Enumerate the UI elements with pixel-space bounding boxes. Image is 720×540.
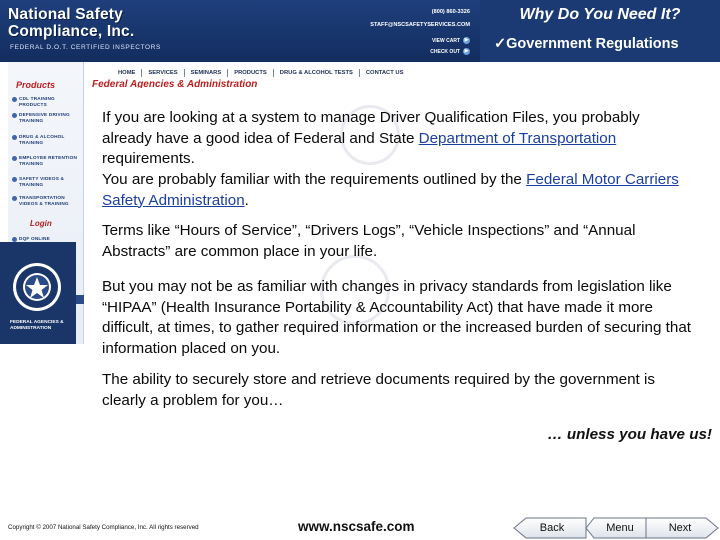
paragraph-text: requirements. <box>102 150 195 167</box>
sidebar-item-defensive-driving[interactable] <box>12 112 84 124</box>
nav-services[interactable]: SERVICES <box>142 69 184 77</box>
email-link[interactable]: STAFF@NSCSAFETYSERVICES.COM <box>370 22 470 28</box>
bullet-icon <box>12 156 17 161</box>
paragraph-fmcsa <box>102 170 692 211</box>
view-cart-label: VIEW CART <box>431 37 460 44</box>
bullet-icon <box>12 97 17 102</box>
view-cart-link[interactable] <box>432 37 470 44</box>
paragraph-terms: Terms like “Hours of Service”, “Drivers Logs”, “Vehicle Inspections” and “Annual Abstracts” are common place in your life. <box>102 222 636 260</box>
check-out-link[interactable] <box>430 48 470 55</box>
arrow-right-icon: ▶ <box>464 48 469 54</box>
bullet-icon <box>12 113 17 118</box>
bullet-icon <box>12 135 17 140</box>
logo-tagline: FEDERAL D.O.T. CERTIFIED INSPECTORS <box>10 44 161 51</box>
sidebar-item-label: CDL TRAINING PRODUCTS <box>19 96 55 107</box>
copyright-notice: Copyright © 2007 National Safety Compliance, Inc. All rights reserved <box>8 524 199 531</box>
closing-tagline: … unless you have us! <box>547 426 712 443</box>
paragraph-text: You are probably familiar with the requirements outlined by the <box>102 171 527 188</box>
menu-button-label: Menu <box>606 522 634 534</box>
nav-seminars[interactable]: SEMINARS <box>185 69 229 77</box>
bullet-icon <box>12 177 17 182</box>
nav-drug-alcohol-tests[interactable]: DRUG & ALCOHOL TESTS <box>274 69 360 77</box>
slide-title-box <box>480 0 720 62</box>
slide-title: Why Do You Need It? <box>519 6 681 23</box>
slide-subtitle <box>494 36 679 52</box>
sidebar-item-label: DEFENSIVE DRIVING TRAINING <box>19 112 70 123</box>
paragraph-text: . <box>244 191 249 209</box>
website-url[interactable]: www.nscsafe.com <box>298 519 415 534</box>
sidebar-item-safety-videos[interactable] <box>12 176 84 188</box>
arrow-right-icon: ▶ <box>464 37 469 43</box>
paragraph-hipaa: But you may not be as familiar with changes in privacy standards from legislation like “HIPAA” (Health Insurance Portability & Accountability Act) that have made it more difficult, at times, to gather required information or the increased burden of securing that information placed on you. <box>102 278 691 357</box>
login-heading: Login <box>30 219 52 228</box>
paragraph-text: If you are looking at a system to manage Driver Qualification Files, you probably already have a good idea of Federal and State <box>102 109 640 147</box>
contact-block <box>360 6 470 56</box>
logo-line2: Compliance, Inc. <box>8 23 135 40</box>
logo-line1: National Safety <box>8 6 123 23</box>
paragraph-problem: The ability to securely store and retrieve documents required by the government is clearly a problem for you… <box>102 371 655 409</box>
nav-products[interactable]: PRODUCTS <box>228 69 274 77</box>
top-nav <box>112 67 409 79</box>
sidebar-item-transportation-videos[interactable] <box>12 195 84 207</box>
paragraph-intro <box>102 108 692 170</box>
sidebar-item-label: SAFETY VIDEOS & TRAINING <box>19 176 65 187</box>
slide-subtitle-text: Government Regulations <box>506 36 679 52</box>
sidebar-item-label: TRANSPORTATION VIDEOS & TRAINING <box>19 195 69 206</box>
section-heading: Federal Agencies & Administration <box>92 79 258 88</box>
sidebar-item-label: DRUG & ALCOHOL TRAINING <box>19 134 65 145</box>
national-safety-seal-icon <box>12 262 62 312</box>
seal-caption: FEDERAL AGENCIES & ADMINISTRATION <box>10 320 64 331</box>
nav-contact-us[interactable]: CONTACT US <box>365 70 404 76</box>
sidebar-item-employee-retention[interactable] <box>12 155 84 167</box>
fmcsa-link[interactable]: Federal Motor Carriers Safety Administration <box>102 171 679 209</box>
phone-number: (800) 860-3326 <box>431 9 470 15</box>
sidebar-item-label: EMPLOYEE RETENTION TRAINING <box>19 155 78 166</box>
back-button-label: Back <box>539 522 565 534</box>
sidebar-item-cdl-training[interactable] <box>12 96 84 108</box>
products-heading: Products <box>16 80 56 90</box>
next-button[interactable] <box>640 516 720 540</box>
company-logo[interactable] <box>8 6 178 56</box>
check-out-label: CHECK OUT <box>430 48 460 55</box>
next-button-label: Next <box>668 522 692 534</box>
checkmark-icon: ✓ <box>494 36 507 52</box>
sidebar-item-label: DQF ONLINE <box>19 236 50 241</box>
nav-home[interactable]: HOME <box>112 69 142 77</box>
bullet-icon <box>12 196 17 201</box>
sidebar-item-drug-alcohol[interactable] <box>12 134 84 146</box>
dot-link[interactable]: Department of Transportation <box>418 129 617 147</box>
